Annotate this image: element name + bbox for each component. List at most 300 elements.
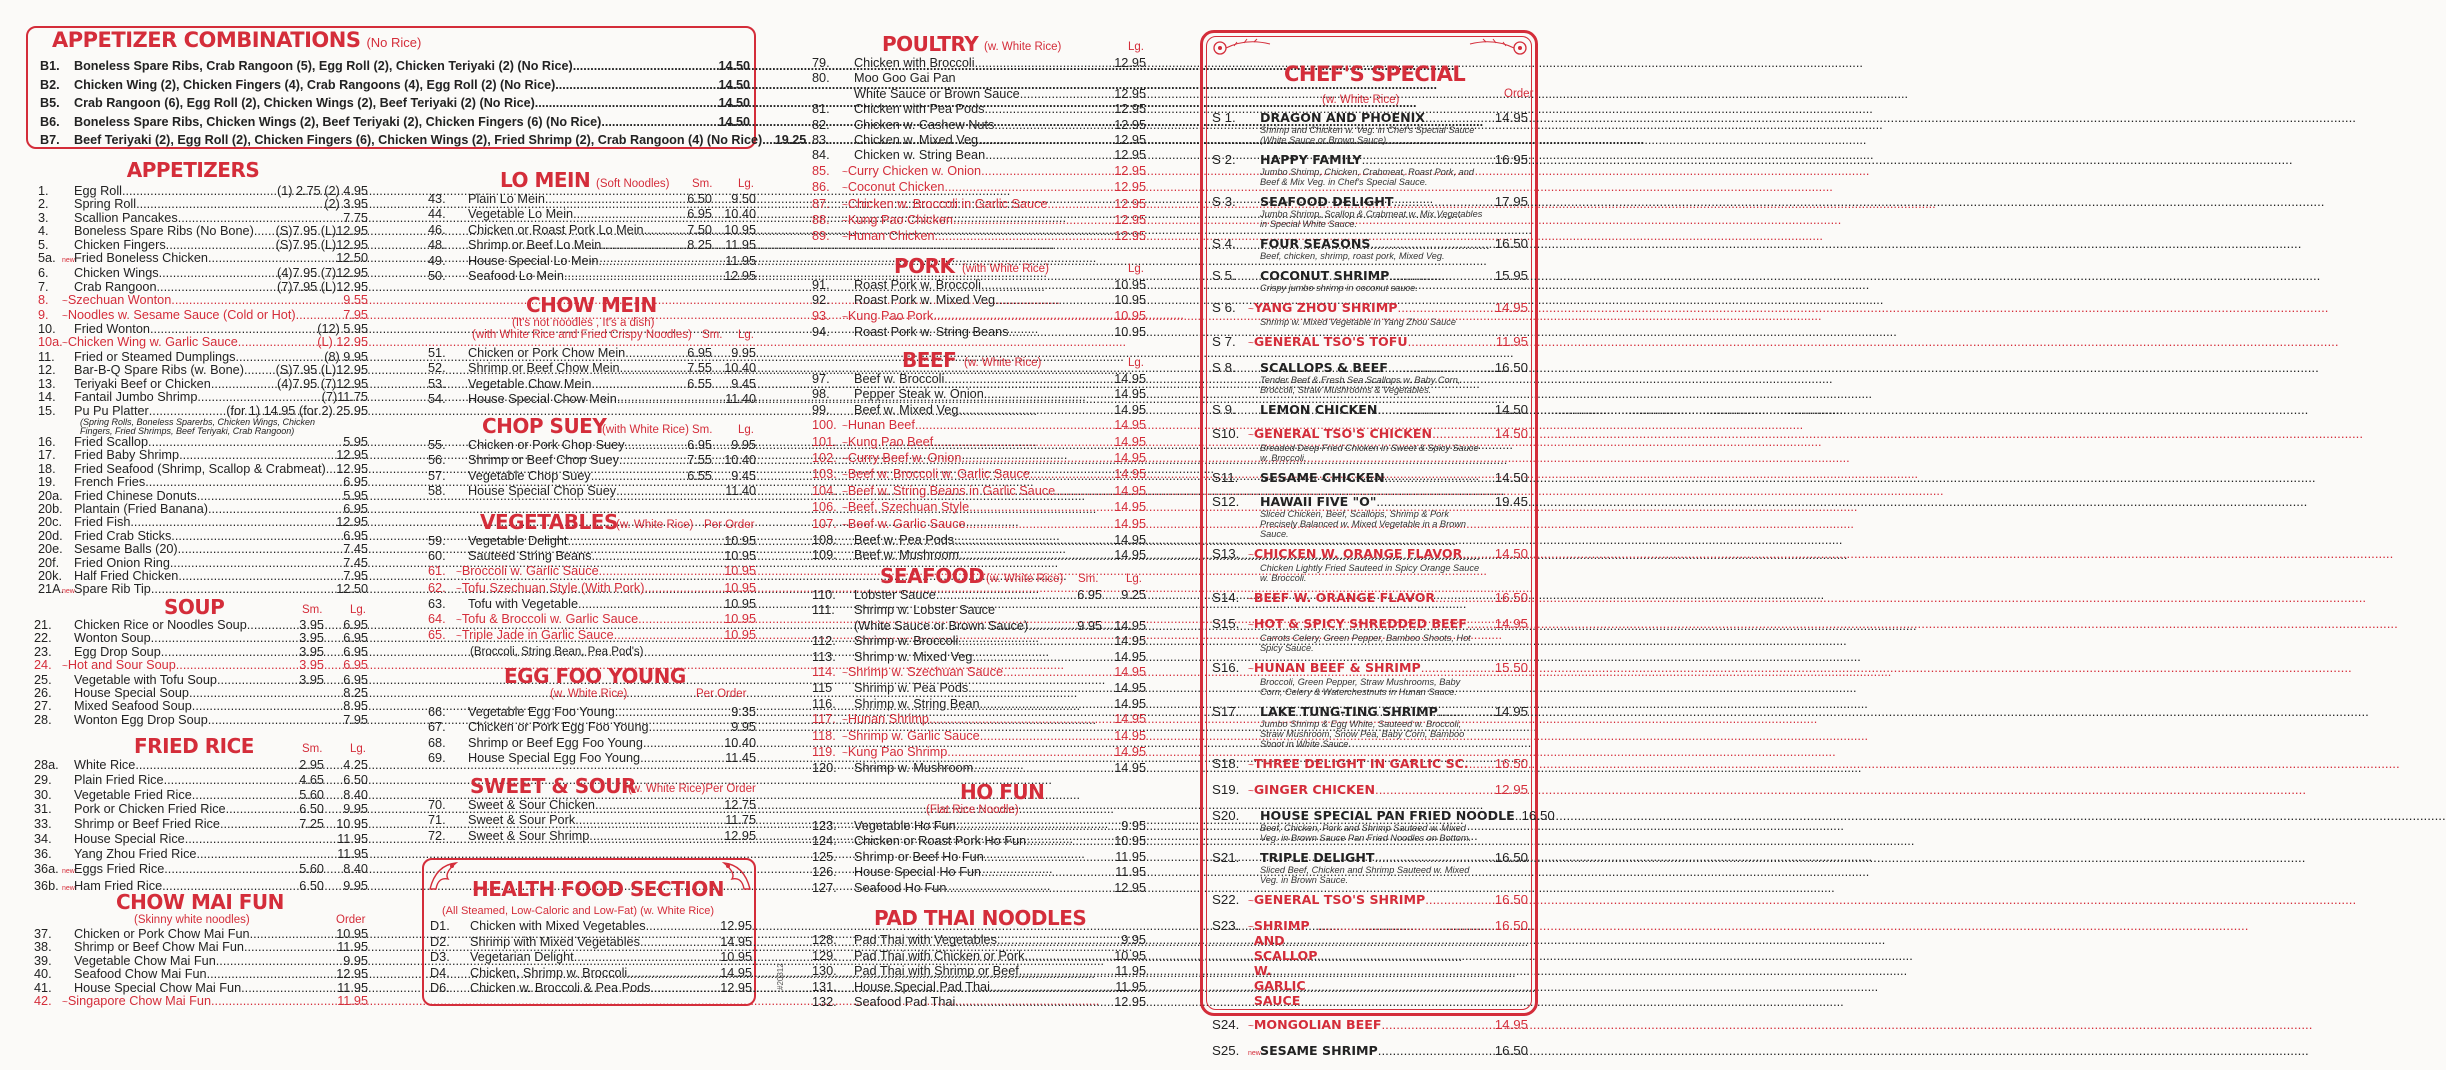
item-name: Seafood Chow Mai Fun bbox=[74, 967, 207, 982]
dot-leader bbox=[651, 981, 712, 997]
item-price: 12.95 bbox=[1114, 196, 1146, 211]
price-large: 14.95 bbox=[1114, 681, 1146, 696]
item-price: 9.95 bbox=[343, 953, 368, 968]
item-number: S24. bbox=[1212, 1017, 1240, 1032]
dot-leader bbox=[178, 212, 344, 225]
item-number: 29. bbox=[34, 772, 52, 787]
dot-leader bbox=[326, 463, 337, 476]
dot-leader bbox=[1026, 834, 1106, 849]
section-subtitle: (It's not noodles , It's a dish) bbox=[512, 317, 655, 329]
item-name: Chicken with Pea Pods bbox=[854, 102, 985, 117]
dot-leader bbox=[1019, 964, 1106, 980]
item-number: 91. bbox=[812, 278, 830, 292]
price-small: 9.95 bbox=[1077, 618, 1102, 633]
item-price: (8) 9.95 bbox=[324, 349, 368, 364]
item-number: 23. bbox=[34, 644, 52, 659]
menu-item-row bbox=[38, 449, 368, 462]
item-number: 119. bbox=[812, 745, 836, 760]
item-price: 11.95 bbox=[1115, 865, 1146, 880]
item-number: 37. bbox=[34, 927, 52, 941]
item-name: Chicken or Roast Pork Ho Fun bbox=[854, 834, 1027, 849]
item-price: 7.45 bbox=[343, 555, 368, 570]
item-name: GINGER CHICKEN bbox=[1253, 782, 1376, 797]
dot-leader bbox=[1425, 110, 1492, 125]
item-name: Kung Pao Beef bbox=[847, 434, 934, 449]
dot-leader bbox=[1317, 918, 1492, 933]
menu-item-row bbox=[38, 185, 368, 198]
item-name: Scallion Pancakes bbox=[74, 210, 178, 225]
item-number: 116. bbox=[812, 696, 836, 711]
item-price: 10.95 bbox=[724, 564, 756, 579]
item-name: Hunan Chicken bbox=[847, 229, 935, 244]
vegetables-footnote: (Broccoli, String Bean, Pea Pod's) bbox=[470, 646, 644, 659]
item-price: 19.45 bbox=[1494, 494, 1528, 509]
item-price: 9.55 bbox=[343, 293, 368, 308]
item-name: Eggs Fried Rice bbox=[74, 861, 165, 876]
item-description: Sliced Beef, Chicken and Shrimp Sauteed w. Mixed Veg. in Brown Sauce. bbox=[1260, 865, 1470, 885]
dot-leader bbox=[179, 449, 336, 462]
hot-pepper-icon: ~ bbox=[842, 183, 848, 195]
section-title: HEALTH FOOD SECTION bbox=[472, 877, 724, 901]
size-large-label: Lg. bbox=[738, 329, 754, 341]
item-number: 104. bbox=[812, 483, 837, 498]
item-price: 14.95 bbox=[1114, 548, 1146, 563]
menu-item-row bbox=[812, 980, 1146, 996]
item-name: Chicken with Mixed Vegetables bbox=[470, 919, 646, 933]
item-number: 14. bbox=[38, 390, 56, 405]
item-name: White Sauce or Brown Sauce bbox=[854, 86, 1020, 101]
item-name: Singapore Chow Mai Fun bbox=[67, 994, 212, 1009]
item-price: 12.95 bbox=[1114, 86, 1146, 101]
item-price: 11.95 bbox=[1115, 849, 1146, 864]
item-number: 38. bbox=[34, 940, 52, 955]
item-number: S 8. bbox=[1212, 360, 1236, 375]
menu-item-row bbox=[812, 850, 1146, 865]
section-title: CHOW MAI FUN bbox=[116, 890, 284, 914]
item-number: 57. bbox=[428, 468, 446, 483]
item-price: 14.50 bbox=[1494, 402, 1528, 417]
item-name: DRAGON AND PHOENIX bbox=[1260, 110, 1426, 125]
size-large-label: Lg. bbox=[738, 424, 754, 436]
dot-leader bbox=[208, 714, 284, 727]
item-price: 14.95 bbox=[720, 934, 752, 949]
item-name: Shrimp or Beef Chow Mein bbox=[468, 361, 620, 376]
item-name: Seafood Ho Fun bbox=[854, 880, 947, 895]
section-title: PAD THAI NOODLES bbox=[874, 906, 1087, 930]
item-number: B5. bbox=[40, 96, 60, 110]
item-name: THREE DELIGHT IN GARLIC SC. bbox=[1253, 756, 1469, 771]
order-label: Per Order bbox=[696, 688, 747, 700]
dot-leader bbox=[1374, 850, 1492, 865]
item-number: S15. bbox=[1212, 616, 1240, 631]
item-name: Chicken Wing w. Garlic Sauce bbox=[67, 335, 238, 350]
item-name: House Special Egg Foo Young bbox=[468, 751, 641, 766]
item-price: 12.95 bbox=[1114, 229, 1146, 244]
item-name: Chicken w. Broccoli & Pea Pods bbox=[470, 981, 651, 996]
item-number: 97. bbox=[812, 372, 830, 386]
item-number: S21. bbox=[1212, 850, 1240, 865]
item-number: 124. bbox=[812, 834, 837, 849]
section-title: SOUP bbox=[164, 595, 225, 619]
item-price: 14.50 bbox=[1494, 546, 1528, 561]
order-label: Order bbox=[336, 914, 366, 926]
item-number: 64. bbox=[428, 612, 446, 627]
item-name: Mixed Seafood Soup bbox=[74, 699, 192, 714]
item-name: Beef w. Broccoli w. Garlic Sauce bbox=[847, 467, 1030, 482]
menu-item-row bbox=[812, 56, 1146, 71]
item-price: 6.95 bbox=[343, 528, 368, 543]
dot-leader bbox=[159, 267, 277, 280]
item-number: 71. bbox=[428, 813, 446, 828]
dot-leader bbox=[1388, 360, 1492, 375]
price-small: 6.50 bbox=[299, 802, 324, 817]
item-number: 10. bbox=[38, 322, 56, 337]
menu-item-row bbox=[38, 543, 368, 556]
item-name: Fried Baby Shrimp bbox=[74, 448, 180, 463]
item-number: 19. bbox=[38, 475, 56, 490]
chef-special-item bbox=[1212, 470, 1528, 485]
dot-leader bbox=[573, 57, 710, 76]
item-price: 16.50 bbox=[1494, 1043, 1528, 1058]
item-number: 20c. bbox=[38, 515, 62, 530]
hot-pepper-icon: ~ bbox=[62, 338, 68, 350]
price-small: 5.60 bbox=[299, 861, 324, 876]
item-price: 10.95 bbox=[1114, 834, 1146, 849]
item-number: 106. bbox=[812, 500, 837, 515]
dot-leader bbox=[574, 950, 712, 966]
menu-item-row bbox=[38, 294, 368, 308]
item-name: HUNAN BEEF & SHRIMP bbox=[1253, 660, 1421, 675]
item-price: 12.95 bbox=[1114, 117, 1146, 132]
menu-item-row bbox=[430, 966, 752, 982]
menu-item-row bbox=[38, 267, 368, 280]
dot-leader bbox=[208, 503, 343, 516]
menu-item-row bbox=[38, 476, 368, 489]
chef-special-item bbox=[1212, 616, 1528, 653]
price-small: 3.95 bbox=[299, 631, 324, 646]
dot-leader bbox=[1408, 334, 1492, 349]
item-name: Chicken or Pork Chop Suey bbox=[468, 438, 625, 452]
item-number: 8. bbox=[38, 293, 49, 308]
dot-leader bbox=[164, 773, 284, 788]
item-number: D3. bbox=[430, 950, 450, 965]
dot-leader bbox=[933, 309, 1106, 324]
menu-item-row bbox=[812, 309, 1146, 325]
dot-leader bbox=[640, 751, 716, 766]
section-subtitle-2: (with White Rice and Fried Crispy Noodles) bbox=[472, 329, 692, 341]
menu-item-row bbox=[812, 293, 1146, 308]
menu-item-row bbox=[34, 817, 368, 832]
item-price: (L) 12.95 bbox=[317, 335, 368, 350]
menu-item-row bbox=[428, 829, 756, 844]
hot-pepper-icon: ~ bbox=[456, 583, 462, 595]
item-number: 20b. bbox=[38, 501, 63, 516]
item-price: 16.50 bbox=[1494, 756, 1528, 771]
section-subtitle: (Flat Rice Noodle) bbox=[926, 804, 1019, 816]
item-number: D6. bbox=[430, 981, 450, 996]
item-name: Pad Thai with Vegetables bbox=[854, 933, 997, 947]
chef-special-item bbox=[1212, 300, 1528, 327]
item-name: COCONUT SHRIMP bbox=[1260, 268, 1390, 283]
new-badge-icon: new bbox=[62, 867, 75, 875]
dot-leader bbox=[627, 966, 712, 982]
item-name: SESAME CHICKEN bbox=[1260, 470, 1385, 485]
menu-item-row bbox=[38, 378, 368, 391]
order-label: Order bbox=[1504, 88, 1534, 100]
dot-leader bbox=[1385, 470, 1492, 485]
size-large-label: Lg. bbox=[1128, 263, 1144, 275]
section-subtitle: (Skinny white noodles) bbox=[134, 914, 250, 926]
menu-item-row bbox=[1212, 1043, 1528, 1061]
item-price: 15.95 bbox=[1494, 268, 1528, 283]
dot-leader bbox=[135, 758, 284, 773]
dot-leader bbox=[1375, 782, 1492, 797]
price-small: 8.25 bbox=[687, 238, 712, 253]
menu-item-row bbox=[38, 405, 368, 418]
section-title: CHOP SUEY bbox=[482, 414, 607, 438]
item-name: Chicken or Pork Egg Foo Young bbox=[468, 720, 649, 735]
menu-item-row bbox=[428, 377, 756, 392]
item-name: Curry Beef w. Onion bbox=[847, 451, 962, 466]
menu-item-row bbox=[428, 269, 756, 284]
item-name: Wonton Egg Drop Soup bbox=[74, 712, 208, 727]
section-title: APPETIZERS bbox=[126, 158, 260, 182]
item-name: Shrimp or Beef Chop Suey bbox=[468, 453, 619, 468]
price-large: 14.95 bbox=[1114, 634, 1146, 649]
menu-item-row bbox=[1212, 616, 1528, 633]
hot-pepper-icon: ~ bbox=[842, 668, 848, 680]
item-price: 16.50 bbox=[1494, 918, 1528, 933]
price-large: 11.40 bbox=[725, 484, 756, 499]
menu-item-row bbox=[812, 102, 1146, 117]
item-number: 28a. bbox=[34, 758, 59, 772]
item-name: Triple Jade in Garlic Sauce bbox=[461, 628, 614, 643]
item-name: Kung Pao Pork bbox=[847, 308, 934, 323]
price-small: 5.60 bbox=[299, 787, 324, 802]
item-name: House Special Ho Fun bbox=[854, 865, 981, 880]
menu-item-row bbox=[812, 650, 1146, 665]
dot-leader bbox=[192, 700, 284, 713]
print-code: #20312 bbox=[776, 963, 785, 990]
item-number: 27. bbox=[34, 699, 52, 714]
menu-item-row bbox=[812, 278, 1146, 293]
hot-pepper-icon: ~ bbox=[842, 199, 848, 211]
section-subtitle: (w. White Rice) bbox=[550, 688, 628, 700]
hot-pepper-icon: ~ bbox=[1248, 896, 1254, 907]
menu-item-row bbox=[1212, 590, 1528, 607]
menu-item-row bbox=[38, 252, 368, 267]
item-number: S12. bbox=[1212, 494, 1240, 509]
item-name: Crab Rangoon bbox=[74, 279, 157, 294]
menu-item-row bbox=[1212, 546, 1528, 563]
dot-leader bbox=[598, 254, 672, 269]
item-description: Jumbo Shrimp & Egg White, Sauteed w. Broccoli, Straw Mushroom, Snow Pea, Baby Corn, Bamboo Shoot in White Sauce. bbox=[1260, 719, 1465, 749]
item-name: Shrimp or Beef Fried Rice bbox=[74, 817, 220, 832]
menu-item-row bbox=[812, 681, 1146, 696]
price-large: 14.95 bbox=[1114, 712, 1146, 727]
price-large: 8.25 bbox=[343, 686, 368, 701]
item-number: 65. bbox=[428, 628, 446, 643]
price-small: 6.55 bbox=[687, 468, 712, 483]
chef-special-item bbox=[1212, 590, 1528, 607]
item-name: Chicken or Pork Chow Mai Fun bbox=[74, 927, 250, 941]
dot-leader bbox=[164, 862, 284, 877]
price-large: 10.40 bbox=[724, 207, 756, 222]
item-number: 118. bbox=[812, 728, 836, 743]
price-large: 6.95 bbox=[343, 672, 368, 687]
chef-special-item bbox=[1212, 268, 1528, 293]
price-small: 7.25 bbox=[299, 817, 324, 832]
item-name: House Special Rice bbox=[74, 831, 185, 846]
item-number: S 3. bbox=[1212, 194, 1236, 209]
item-number: 36. bbox=[34, 846, 52, 861]
hot-pepper-icon: ~ bbox=[1248, 922, 1254, 933]
menu-item-row bbox=[812, 697, 1146, 712]
menu-item-row bbox=[430, 919, 752, 935]
item-name: Shrimp or Beef Ho Fun bbox=[854, 849, 984, 864]
item-number: 130. bbox=[812, 964, 837, 979]
dot-leader bbox=[220, 817, 284, 832]
menu-item-row bbox=[34, 700, 368, 713]
item-number: S 5. bbox=[1212, 268, 1236, 283]
menu-item-row bbox=[34, 802, 368, 817]
menu-item-row bbox=[812, 665, 1146, 681]
item-name: Chicken w. Broccoli in Garlic Sauce bbox=[847, 196, 1048, 211]
hot-pepper-icon: ~ bbox=[842, 503, 848, 515]
hot-pepper-icon: ~ bbox=[62, 310, 68, 322]
menu-item-row bbox=[34, 687, 368, 700]
item-number: 79. bbox=[812, 56, 830, 70]
menu-item-row bbox=[812, 229, 1146, 245]
flower-ornament-icon bbox=[1468, 38, 1528, 71]
price-large: 10.95 bbox=[336, 817, 368, 832]
dot-leader bbox=[978, 133, 1106, 148]
menu-item-row bbox=[38, 570, 368, 583]
dot-leader bbox=[959, 548, 1106, 563]
item-description: Carrots Celery, Green Pepper, Bamboo Shoots, Hot Spicy Sauce. bbox=[1260, 633, 1471, 653]
item-price: 7.75 bbox=[343, 210, 368, 225]
item-number: 55. bbox=[428, 438, 446, 452]
price-small: 3.95 bbox=[299, 672, 324, 687]
item-price: 19.25 bbox=[774, 133, 807, 147]
item-name: Vegetable Chow Mai Fun bbox=[74, 953, 216, 968]
hot-pepper-icon: ~ bbox=[1248, 430, 1254, 441]
item-price: 11.95 bbox=[1115, 979, 1146, 994]
item-number: 49. bbox=[428, 253, 446, 268]
dot-leader bbox=[122, 185, 277, 198]
menu-item-row bbox=[38, 364, 368, 377]
dot-leader bbox=[985, 148, 1106, 163]
dot-leader bbox=[1462, 546, 1492, 561]
item-name: Plantain (Fried Banana) bbox=[74, 501, 208, 516]
item-number: 25. bbox=[34, 672, 52, 687]
item-number: S 6. bbox=[1212, 300, 1236, 315]
item-number: 5. bbox=[38, 237, 49, 252]
dot-leader bbox=[1376, 494, 1492, 509]
item-name: Vegetable Ho Fun bbox=[854, 819, 956, 833]
item-price: 14.95 bbox=[1114, 372, 1146, 386]
item-price: 14.95 bbox=[1114, 483, 1146, 498]
menu-item-row bbox=[34, 955, 368, 968]
item-name: Fried Seafood (Shrimp, Scallop & Crabmeat) bbox=[74, 461, 326, 476]
size-large-label: Lg. bbox=[1128, 357, 1144, 369]
item-name: Tofu Szechuan Style (With Pork) bbox=[461, 580, 645, 595]
item-name: Chicken Wing (2), Chicken Fingers (4), Crab Rangoons (4), Egg Roll (2) (No Rice) bbox=[74, 77, 556, 92]
item-number: S 2. bbox=[1212, 152, 1236, 167]
hot-pepper-icon: ~ bbox=[62, 997, 68, 1009]
price-large: 10.40 bbox=[724, 361, 756, 376]
item-name: House Special Chow Mai Fun bbox=[74, 980, 242, 995]
item-name: Chicken Rice or Noodles Soup bbox=[74, 618, 247, 632]
dot-leader bbox=[975, 56, 1106, 71]
chef-special-item bbox=[1212, 194, 1528, 229]
section-note: (w. White Rice) bbox=[984, 41, 1062, 53]
menu-item-row bbox=[428, 484, 756, 499]
item-name: HOT & SPICY SHREDDED BEEF bbox=[1253, 616, 1467, 631]
dot-leader bbox=[1435, 590, 1492, 605]
menu-item-row bbox=[812, 148, 1146, 163]
dot-leader bbox=[197, 391, 321, 404]
item-price: 14.50 bbox=[1494, 470, 1528, 485]
menu-item-row bbox=[428, 736, 756, 751]
dot-leader bbox=[936, 588, 1072, 603]
item-name: Fried Scallop bbox=[74, 434, 149, 449]
item-price: 9.35 bbox=[731, 705, 756, 719]
item-number: S22. bbox=[1212, 892, 1240, 907]
dot-leader bbox=[535, 94, 710, 113]
item-name: Half Fried Chicken bbox=[74, 568, 179, 583]
item-number: D2. bbox=[430, 934, 450, 949]
price-large: 14.95 bbox=[1114, 696, 1146, 711]
item-name: Roast Pork w. String Beans bbox=[854, 325, 1009, 340]
item-number: 59. bbox=[428, 534, 446, 548]
item-description: Broccoli, Green Pepper, Straw Mushrooms, Baby Corn, Celery & Waterchestnuts in Hunan Sauce. bbox=[1260, 677, 1461, 697]
item-number: 101. bbox=[812, 434, 837, 449]
menu-item-row bbox=[1212, 268, 1528, 283]
item-number: 88. bbox=[812, 213, 830, 228]
item-name: Beef, Szechuan Style bbox=[847, 500, 970, 515]
item-number: 125. bbox=[812, 849, 837, 864]
dot-leader bbox=[601, 238, 672, 253]
item-name: LEMON CHICKEN bbox=[1260, 402, 1378, 417]
menu-item-row bbox=[428, 628, 756, 644]
item-number: 20f. bbox=[38, 555, 60, 570]
dot-leader bbox=[1024, 949, 1106, 965]
size-small-label: Sm. bbox=[692, 178, 713, 190]
dot-leader bbox=[217, 674, 284, 687]
section-note: (w. White Rice) bbox=[964, 357, 1042, 369]
item-price: 7.95 bbox=[343, 307, 368, 322]
item-number: 85. bbox=[812, 163, 830, 178]
item-price: 14.95 bbox=[1114, 402, 1146, 417]
dot-leader bbox=[599, 564, 716, 579]
item-number: 33. bbox=[34, 817, 52, 832]
price-large: 11.95 bbox=[725, 238, 756, 253]
menu-item-row bbox=[428, 564, 756, 580]
item-price: 10.95 bbox=[1114, 325, 1146, 340]
price-small: 6.55 bbox=[687, 376, 712, 391]
dot-leader bbox=[981, 865, 1106, 880]
item-price: 17.95 bbox=[1494, 194, 1528, 209]
hot-pepper-icon: ~ bbox=[842, 470, 848, 482]
item-name: Pepper Steak w. Onion bbox=[854, 387, 984, 402]
menu-item-row bbox=[428, 223, 756, 238]
appetizers-section bbox=[38, 158, 368, 599]
item-name: White Rice bbox=[74, 758, 136, 772]
egg-foo-young-section bbox=[428, 664, 756, 767]
item-number: 56. bbox=[428, 453, 446, 468]
item-name: Beef w. Mushroom bbox=[854, 548, 960, 563]
